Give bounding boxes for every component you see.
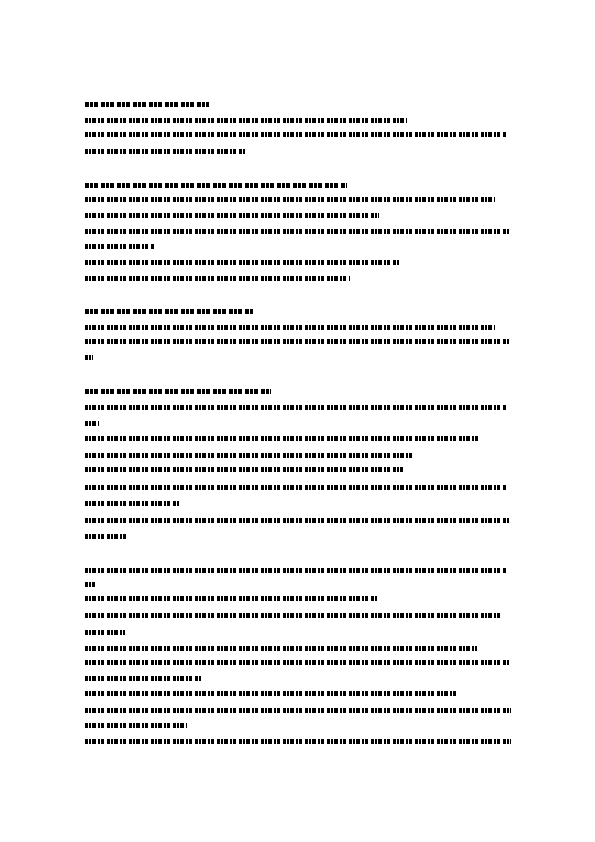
text-line — [85, 148, 246, 155]
text-ink — [85, 582, 95, 587]
text-line — [85, 707, 511, 714]
heading-ink — [85, 102, 209, 107]
text-ink — [85, 453, 415, 458]
text-line — [85, 452, 415, 459]
text-ink — [85, 739, 511, 744]
text-line — [85, 595, 377, 602]
text-line — [85, 420, 99, 427]
text-ink — [85, 118, 407, 123]
text-line — [85, 196, 495, 203]
heading-ink — [85, 183, 347, 188]
text-line — [85, 131, 507, 138]
text-ink — [85, 355, 93, 360]
text-ink — [85, 149, 246, 154]
text-ink — [85, 229, 509, 234]
section-heading — [85, 308, 253, 315]
text-ink — [85, 213, 379, 218]
text-ink — [85, 260, 399, 265]
text-line — [85, 500, 179, 507]
text-line — [85, 738, 511, 745]
text-ink — [85, 596, 377, 601]
text-ink — [85, 436, 478, 441]
text-ink — [85, 708, 511, 713]
text-line — [85, 275, 350, 282]
text-ink — [85, 325, 495, 330]
text-line — [85, 466, 403, 473]
text-line — [85, 338, 510, 345]
text-ink — [85, 197, 495, 202]
text-line — [85, 484, 507, 491]
text-line — [85, 404, 507, 411]
text-ink — [85, 132, 507, 137]
text-line — [85, 517, 510, 524]
text-line — [85, 581, 95, 588]
text-ink — [85, 676, 201, 681]
text-line — [85, 117, 407, 124]
text-ink — [85, 244, 155, 249]
text-line — [85, 324, 495, 331]
text-ink — [85, 691, 459, 696]
text-ink — [85, 534, 127, 539]
text-ink — [85, 660, 510, 665]
text-line — [85, 629, 125, 636]
section-heading — [85, 101, 209, 108]
text-ink — [85, 723, 187, 728]
text-line — [85, 533, 127, 540]
text-ink — [85, 339, 510, 344]
text-line — [85, 259, 399, 266]
text-line — [85, 228, 509, 235]
text-line — [85, 243, 155, 250]
section-heading — [85, 388, 271, 395]
text-ink — [85, 467, 403, 472]
text-line — [85, 435, 478, 442]
section-heading — [85, 182, 347, 189]
text-ink — [85, 630, 125, 635]
text-line — [85, 675, 201, 682]
text-line — [85, 645, 477, 652]
text-line — [85, 212, 379, 219]
text-line — [85, 722, 187, 729]
text-ink — [85, 613, 503, 618]
text-ink — [85, 501, 179, 506]
text-ink — [85, 276, 350, 281]
text-ink — [85, 485, 507, 490]
text-ink — [85, 518, 510, 523]
text-ink — [85, 405, 507, 410]
text-line — [85, 690, 459, 697]
text-ink — [85, 421, 99, 426]
text-line — [85, 612, 503, 619]
heading-ink — [85, 309, 253, 314]
text-line — [85, 354, 93, 361]
text-line — [85, 567, 507, 574]
text-line — [85, 659, 510, 666]
text-ink — [85, 646, 477, 651]
heading-ink — [85, 389, 271, 394]
text-ink — [85, 568, 507, 573]
